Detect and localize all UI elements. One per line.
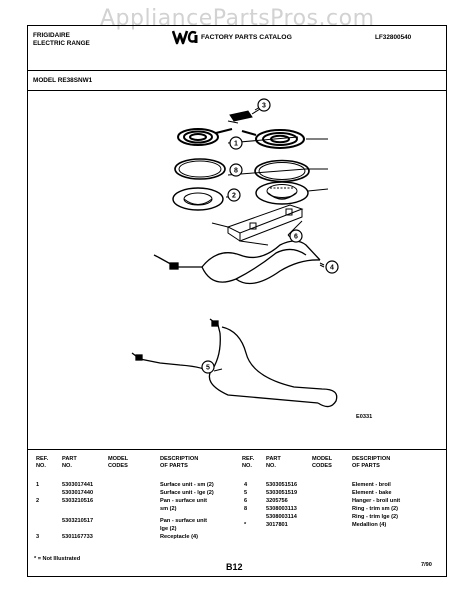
part-description: Surface unit - sm (2)	[160, 482, 214, 488]
callout-6-label: 6	[294, 233, 298, 241]
receptacle-part	[230, 109, 260, 121]
surface-unit-small	[178, 129, 232, 145]
watermark-text: AppliancePartsPros.com	[100, 6, 375, 31]
product-type: ELECTRIC RANGE	[33, 40, 90, 47]
part-number: 5303051519	[266, 490, 298, 496]
parts-diagram	[110, 95, 430, 425]
part-number: 5301167733	[62, 534, 93, 540]
part-description: Pan - surface unit	[160, 498, 207, 504]
header-description: DESCRIPTION OF PARTS	[160, 456, 199, 470]
callout-5	[202, 361, 214, 373]
document-id: LF32800540	[375, 34, 412, 41]
part-number: 3017801	[266, 522, 288, 528]
part-description: Hanger - broil unit	[352, 498, 401, 504]
callout-4-label: 4	[330, 264, 334, 272]
catalog-title: FACTORY PARTS CATALOG	[201, 34, 292, 41]
callout-8-label: 8	[234, 167, 238, 175]
not-illustrated-note: * = Not Illustrated	[34, 556, 81, 562]
callout-3	[258, 99, 270, 111]
table-row: 5	[244, 490, 248, 496]
table-top-rule	[27, 449, 447, 450]
part-description: Element - bake	[352, 490, 392, 496]
bake-element	[132, 319, 337, 407]
callout-1	[230, 137, 242, 149]
callout-5-label: 5	[206, 364, 210, 372]
table-row: 6	[244, 498, 248, 504]
table-row: 4	[244, 482, 248, 488]
model-line	[33, 77, 92, 85]
callout-3-label: 3	[262, 102, 266, 110]
header-rule	[27, 70, 447, 71]
drip-pan-small	[173, 188, 223, 210]
part-number: 5303051516	[266, 482, 298, 488]
model-rule	[27, 90, 447, 91]
header-ref-no: REF. NO.	[36, 456, 49, 470]
part-number: 5303017440	[62, 490, 94, 496]
callout-8	[230, 164, 242, 176]
part-description: lge (2)	[160, 526, 177, 532]
part-description: Receptacle (4)	[160, 534, 198, 540]
table-row: 3	[36, 534, 40, 540]
part-description: Element - broil	[352, 482, 391, 488]
wci-logo	[172, 28, 198, 46]
brand-name: FRIGIDAIRE	[33, 32, 70, 39]
part-description: Ring - trim sm (2)	[352, 506, 398, 512]
part-number: 5308003113	[266, 506, 297, 512]
drip-pan-large	[256, 182, 308, 204]
header-description: DESCRIPTION OF PARTS	[352, 456, 391, 470]
part-number: 3205756	[266, 498, 288, 504]
part-number: 5303017441	[62, 482, 94, 488]
table-row: 2	[36, 498, 40, 504]
trim-ring-small	[175, 159, 225, 179]
model-label: MODEL	[33, 77, 56, 84]
callout-2-label: 2	[232, 192, 236, 200]
page-number: B12	[226, 562, 243, 572]
table-row: 1	[36, 482, 40, 488]
model-number: RE38SNW1	[57, 77, 93, 84]
callout-1-label: 1	[234, 140, 238, 148]
broil-hanger	[212, 205, 302, 245]
part-description: Ring - trim lge (2)	[352, 514, 398, 520]
part-number: 5303210517	[62, 518, 94, 524]
callout-6	[290, 230, 302, 242]
broil-element	[154, 241, 320, 284]
figure-code: E0331	[356, 414, 373, 420]
part-description: Surface unit - lge (2)	[160, 490, 214, 496]
part-description: Pan - surface unit	[160, 518, 207, 524]
callout-2	[228, 189, 240, 201]
header-model-codes: MODEL CODES	[108, 456, 129, 470]
header-part-no: PART NO.	[266, 456, 281, 470]
part-number: 5308003114	[266, 514, 297, 520]
header-part-no: PART NO.	[62, 456, 77, 470]
header-ref-no: REF. NO.	[242, 456, 255, 470]
part-description: sm (2)	[160, 506, 177, 512]
table-row: *	[244, 522, 247, 528]
part-description: Medallion (4)	[352, 522, 387, 528]
table-row: 8	[244, 506, 248, 512]
revision-date: 7/90	[421, 562, 432, 568]
callout-4	[320, 261, 338, 273]
header-model-codes: MODEL CODES	[312, 456, 333, 470]
part-number: 5303210516	[62, 498, 94, 504]
